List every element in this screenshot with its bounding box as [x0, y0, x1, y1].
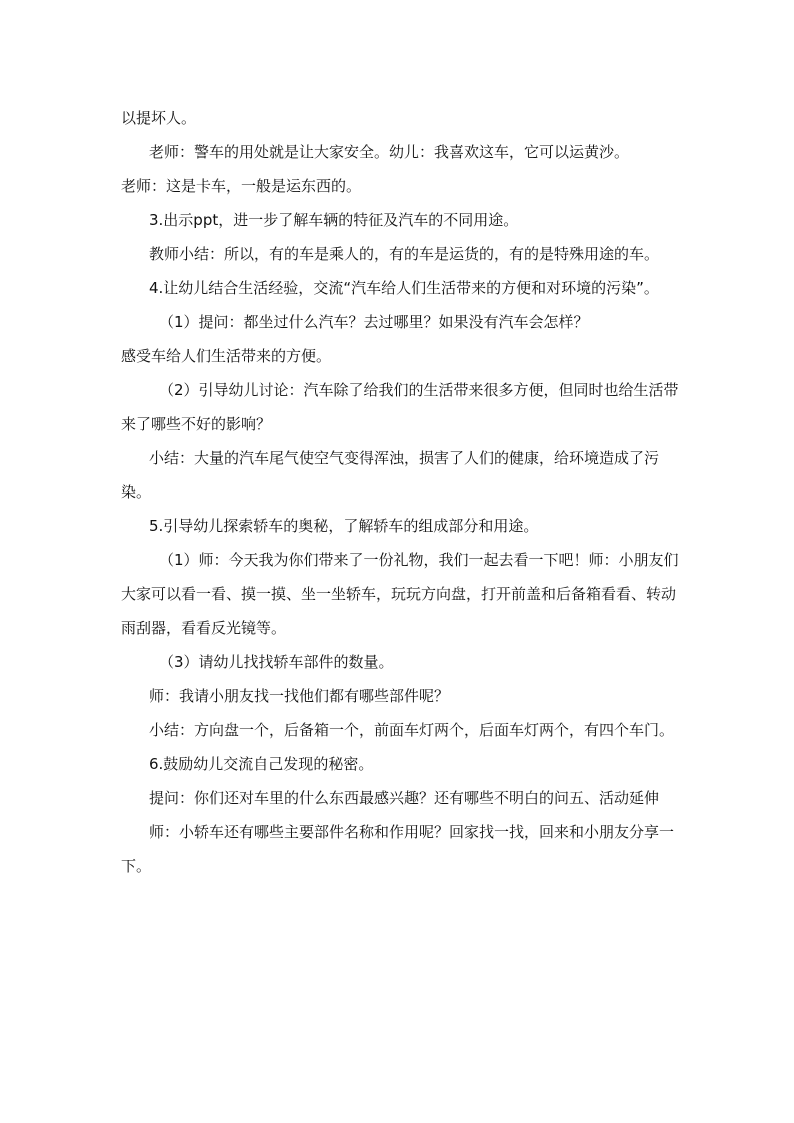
paragraph-step-4: 4.让幼儿结合生活经验，交流“汽车给人们生活带来的方便和对环境的污染”。: [149, 279, 659, 297]
paragraph-teacher-summary: 教师小结：所以，有的车是乘人的，有的车是运货的，有的是特殊用途的车。: [149, 245, 660, 263]
paragraph-question-1: （1）提问：都坐过什么汽车？去过哪里？如果没有汽车会怎样？: [159, 313, 589, 331]
paragraph-step-5: 5.引导幼儿探索轿车的奥秘，了解轿车的组成部分和用途。: [149, 517, 539, 535]
paragraph-summary-pollution: 小结：大量的汽车尾气使空气变得浑浊，损害了人们的健康，给环境造成了污染。: [121, 449, 660, 501]
paragraph-gift-activity: （1）师：今天我为你们带来了一份礼物，我们一起去看一下吧！师：小朋友们大家可以看一看、摸一摸、坐一坐轿车，玩玩方向盘，打开前盖和后备箱看看、转动雨刮器，看看反光镜等。: [121, 551, 679, 637]
paragraph-discussion-2: （2）引导幼儿讨论：汽车除了给我们的生活带来很多方便，但同时也给生活带来了哪些不好的影响？: [121, 381, 679, 433]
document-body: [121, 101, 681, 883]
paragraph-extension: 师：小轿车还有哪些主要部件名称和作用呢？回家找一找，回来和小朋友分享一下。: [121, 823, 675, 875]
paragraph-step-3: 3.出示ppt，进一步了解车辆的特征及汽车的不同用途。: [149, 211, 519, 229]
paragraph-summary-parts: 小结：方向盘一个，后备箱一个，前面车灯两个，后面车灯两个，有四个车门。: [149, 721, 675, 739]
paragraph-dialogue-1: 老师：警车的用处就是让大家安全。幼儿：我喜欢这车，它可以运黄沙。: [149, 143, 630, 161]
paragraph-dialogue-2: 老师：这是卡车，一般是运东西的。: [121, 177, 362, 195]
paragraph-continuation: 以提坏人。: [121, 109, 197, 127]
paragraph-step-6: 6.鼓励幼儿交流自己发现的秘密。: [149, 755, 374, 773]
paragraph-question-interest: 提问：你们还对车里的什么东西最感兴趣？还有哪些不明白的问五、活动延伸: [149, 789, 660, 807]
paragraph-feeling: 感受车给人们生活带来的方便。: [121, 347, 332, 365]
paragraph-count-parts: （3）请幼儿找找轿车部件的数量。: [159, 653, 394, 671]
paragraph-teacher-question: 师：我请小朋友找一找他们都有哪些部件呢？: [149, 687, 450, 705]
